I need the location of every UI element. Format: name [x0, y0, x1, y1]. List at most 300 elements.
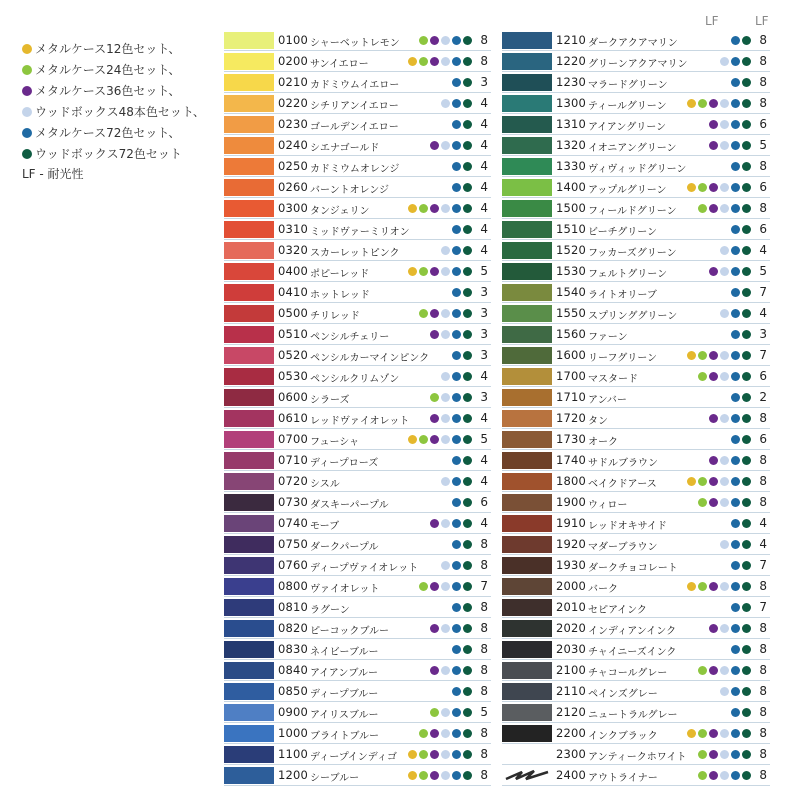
color-row [502, 198, 770, 219]
green-dot-icon [698, 582, 707, 591]
color-row [502, 555, 770, 576]
darkgreen-dot-icon [463, 561, 472, 570]
color-name: リーフグリーン [588, 353, 657, 364]
blue-dot-icon [731, 36, 740, 45]
color-name: フューシャ [310, 437, 360, 448]
set-availability-dots [452, 183, 472, 192]
color-swatch [502, 347, 552, 364]
lightfastness-rating: 4 [480, 453, 488, 467]
purple-dot-icon [430, 36, 439, 45]
darkgreen-dot-icon [463, 183, 472, 192]
color-row [502, 366, 770, 387]
darkgreen-dot-icon [463, 477, 472, 486]
lightblue-dot-icon [720, 57, 729, 66]
color-row [224, 492, 491, 513]
lightblue-dot-icon [720, 582, 729, 591]
darkgreen-dot-icon [22, 149, 32, 159]
darkgreen-dot-icon [742, 330, 751, 339]
color-row [502, 744, 770, 765]
lightfastness-rating: 3 [480, 285, 488, 299]
darkgreen-dot-icon [463, 267, 472, 276]
color-name: グリーンアクアマリン [588, 59, 688, 70]
darkgreen-dot-icon [742, 225, 751, 234]
color-row [502, 660, 770, 681]
color-row [224, 765, 491, 786]
color-code: 0300 [278, 201, 309, 215]
green-dot-icon [698, 351, 707, 360]
color-name: ディープローズ [310, 458, 379, 469]
lightfastness-note: LF - 耐光性 [22, 167, 84, 181]
green-dot-icon [419, 771, 428, 780]
color-swatch [224, 116, 274, 133]
lightfastness-rating: 8 [759, 684, 767, 698]
color-name: サドルブラウン [588, 458, 658, 469]
color-swatch [224, 284, 274, 301]
purple-dot-icon [430, 309, 439, 318]
darkgreen-dot-icon [463, 519, 472, 528]
darkgreen-dot-icon [742, 456, 751, 465]
set-availability-dots [452, 645, 472, 654]
darkgreen-dot-icon [742, 204, 751, 213]
set-availability-dots [698, 771, 751, 780]
color-name: シーブルー [310, 773, 360, 784]
color-row [224, 51, 491, 72]
color-code: 0830 [278, 642, 309, 656]
blue-dot-icon [22, 128, 32, 138]
blue-dot-icon [731, 414, 740, 423]
color-row [502, 597, 770, 618]
color-swatch [224, 431, 274, 448]
color-swatch [502, 683, 552, 700]
set-availability-dots [687, 477, 751, 486]
color-row [224, 219, 491, 240]
purple-dot-icon [430, 750, 439, 759]
color-code: 2000 [556, 579, 587, 593]
purple-dot-icon [430, 771, 439, 780]
darkgreen-dot-icon [463, 393, 472, 402]
lightblue-dot-icon [441, 309, 450, 318]
color-row [502, 387, 770, 408]
color-code: 1530 [556, 264, 587, 278]
color-swatch [502, 662, 552, 679]
darkgreen-dot-icon [463, 729, 472, 738]
color-swatch [224, 137, 274, 154]
color-swatch [502, 200, 552, 217]
set-availability-dots [430, 708, 472, 717]
color-swatch [502, 704, 552, 721]
color-code: 0260 [278, 180, 309, 194]
green-dot-icon [419, 309, 428, 318]
lightfastness-rating: 8 [759, 453, 767, 467]
color-row [224, 408, 491, 429]
lf-column-header-left: LF [705, 14, 719, 28]
legend-item [22, 101, 205, 122]
color-name: マダーブラウン [588, 542, 658, 553]
darkgreen-dot-icon [742, 309, 751, 318]
color-code: 0240 [278, 138, 309, 152]
lightfastness-rating: 4 [480, 96, 488, 110]
purple-dot-icon [709, 582, 718, 591]
purple-dot-icon [709, 414, 718, 423]
darkgreen-dot-icon [742, 666, 751, 675]
color-swatch [502, 95, 552, 112]
color-name: タンジェリン [310, 206, 370, 217]
color-row [224, 639, 491, 660]
color-row [224, 702, 491, 723]
color-row [224, 534, 491, 555]
darkgreen-dot-icon [463, 645, 472, 654]
lightblue-dot-icon [441, 750, 450, 759]
blue-dot-icon [731, 750, 740, 759]
set-availability-dots [452, 120, 472, 129]
color-code: 2110 [556, 684, 587, 698]
green-dot-icon [419, 582, 428, 591]
blue-dot-icon [452, 771, 461, 780]
color-row [224, 261, 491, 282]
color-name: セピアインク [588, 605, 647, 616]
lightfastness-rating: 4 [480, 138, 488, 152]
blue-dot-icon [452, 498, 461, 507]
color-swatch [224, 599, 274, 616]
blue-dot-icon [452, 309, 461, 318]
color-code: 1000 [278, 726, 309, 740]
color-code: 0900 [278, 705, 309, 719]
blue-dot-icon [731, 666, 740, 675]
color-code: 0400 [278, 264, 309, 278]
lightblue-dot-icon [441, 393, 450, 402]
color-name: フィールドグリーン [588, 206, 677, 217]
lightfastness-rating: 5 [480, 705, 488, 719]
lightblue-dot-icon [720, 624, 729, 633]
blue-dot-icon [452, 582, 461, 591]
set-availability-dots [452, 351, 472, 360]
color-swatch [224, 725, 274, 742]
lightfastness-rating: 8 [759, 474, 767, 488]
blue-dot-icon [452, 120, 461, 129]
set-availability-dots [720, 309, 751, 318]
color-swatch [502, 179, 552, 196]
color-name: シラーズ [310, 395, 350, 406]
color-code: 0840 [278, 663, 309, 677]
lightblue-dot-icon [441, 57, 450, 66]
color-code: 0230 [278, 117, 309, 131]
yellow-dot-icon [408, 750, 417, 759]
color-code: 0720 [278, 474, 309, 488]
blue-dot-icon [731, 57, 740, 66]
blue-dot-icon [731, 225, 740, 234]
blue-dot-icon [731, 246, 740, 255]
set-availability-dots [698, 372, 751, 381]
color-code: 1540 [556, 285, 587, 299]
lightfastness-rating: 4 [480, 222, 488, 236]
color-code: 0710 [278, 453, 309, 467]
color-name: インクブラック [588, 731, 658, 742]
purple-dot-icon [709, 666, 718, 675]
color-swatch [502, 368, 552, 385]
color-swatch [224, 221, 274, 238]
blue-dot-icon [731, 204, 740, 213]
color-swatch [502, 74, 552, 91]
color-name: アイリスブルー [310, 710, 379, 721]
color-swatch [502, 536, 552, 553]
purple-dot-icon [709, 183, 718, 192]
blue-dot-icon [731, 393, 740, 402]
lightfastness-rating: 8 [759, 642, 767, 656]
color-code: 1210 [556, 33, 587, 47]
darkgreen-dot-icon [742, 267, 751, 276]
set-availability-dots [441, 561, 472, 570]
blue-dot-icon [452, 414, 461, 423]
set-availability-dots [698, 204, 751, 213]
set-availability-dots [709, 120, 751, 129]
set-availability-dots [709, 267, 751, 276]
color-name: タン [588, 416, 608, 427]
lightblue-dot-icon [441, 435, 450, 444]
color-code: 2020 [556, 621, 587, 635]
darkgreen-dot-icon [742, 750, 751, 759]
color-name: アウトライナー [588, 773, 658, 784]
color-name: マラードグリーン [588, 80, 668, 91]
set-availability-dots [731, 645, 751, 654]
blue-dot-icon [731, 582, 740, 591]
color-code: 0730 [278, 495, 309, 509]
lightfastness-rating: 4 [480, 369, 488, 383]
set-availability-dots [419, 36, 472, 45]
color-list-column-right [502, 30, 770, 786]
color-name: カドミウムイエロー [310, 80, 400, 91]
darkgreen-dot-icon [742, 540, 751, 549]
color-swatch [224, 179, 274, 196]
set-availability-dots [687, 582, 751, 591]
lightblue-dot-icon [441, 246, 450, 255]
color-name: モーブ [310, 521, 340, 532]
color-row [502, 345, 770, 366]
blue-dot-icon [731, 372, 740, 381]
purple-dot-icon [709, 456, 718, 465]
color-row [502, 51, 770, 72]
set-availability-dots [430, 414, 472, 423]
blue-dot-icon [452, 519, 461, 528]
lightblue-dot-icon [22, 107, 32, 117]
color-code: 0210 [278, 75, 309, 89]
color-name: ベイクドアース [588, 479, 657, 490]
color-code: 0610 [278, 411, 309, 425]
blue-dot-icon [731, 267, 740, 276]
darkgreen-dot-icon [463, 771, 472, 780]
blue-dot-icon [731, 498, 740, 507]
set-availability-dots [698, 750, 751, 759]
color-name: ミッドヴァーミリオン [310, 227, 410, 238]
darkgreen-dot-icon [742, 393, 751, 402]
color-swatch [502, 557, 552, 574]
lightfastness-rating: 4 [759, 306, 767, 320]
color-name: ペンシルカーマインピンク [310, 353, 430, 364]
color-name: ウィロー [588, 500, 628, 511]
color-code: 1710 [556, 390, 587, 404]
green-dot-icon [698, 204, 707, 213]
set-availability-dots [731, 288, 751, 297]
legend [22, 38, 205, 185]
legend-item [22, 59, 205, 80]
lightblue-dot-icon [441, 330, 450, 339]
color-row [224, 198, 491, 219]
lightblue-dot-icon [441, 414, 450, 423]
color-row [224, 597, 491, 618]
purple-dot-icon [430, 729, 439, 738]
lightfastness-rating: 3 [480, 348, 488, 362]
color-swatch [502, 725, 552, 742]
darkgreen-dot-icon [463, 78, 472, 87]
color-code: 1510 [556, 222, 587, 236]
color-code: 1730 [556, 432, 587, 446]
color-code: 0410 [278, 285, 309, 299]
set-availability-dots [731, 225, 751, 234]
color-row [224, 555, 491, 576]
darkgreen-dot-icon [742, 288, 751, 297]
blue-dot-icon [731, 561, 740, 570]
lightfastness-rating: 8 [759, 33, 767, 47]
purple-dot-icon [709, 120, 718, 129]
color-row [502, 114, 770, 135]
set-availability-dots [419, 309, 472, 318]
green-dot-icon [430, 708, 439, 717]
lightfastness-rating: 6 [759, 369, 767, 383]
darkgreen-dot-icon [742, 729, 751, 738]
darkgreen-dot-icon [742, 141, 751, 150]
color-name: ファーン [588, 332, 628, 343]
green-dot-icon [419, 36, 428, 45]
darkgreen-dot-icon [463, 141, 472, 150]
lightblue-dot-icon [720, 372, 729, 381]
darkgreen-dot-icon [463, 330, 472, 339]
blue-dot-icon [452, 561, 461, 570]
purple-dot-icon [430, 582, 439, 591]
lightfastness-rating: 6 [759, 222, 767, 236]
color-name: チリレッド [310, 311, 360, 322]
legend-item [22, 38, 205, 59]
set-availability-dots [430, 330, 472, 339]
color-code: 1900 [556, 495, 587, 509]
lightblue-dot-icon [441, 666, 450, 675]
lightfastness-rating: 4 [480, 180, 488, 194]
color-row [502, 618, 770, 639]
green-dot-icon [430, 393, 439, 402]
darkgreen-dot-icon [463, 246, 472, 255]
color-name: ライトオリーブ [588, 290, 657, 301]
lightfastness-rating: 8 [759, 663, 767, 677]
blue-dot-icon [731, 309, 740, 318]
legend-item [22, 143, 205, 164]
color-name: ディープインディゴ [310, 752, 397, 763]
darkgreen-dot-icon [463, 687, 472, 696]
legend-label: メタルケース24色セット、 [35, 63, 181, 77]
color-name: フッカーズグリーン [588, 248, 677, 259]
green-dot-icon [419, 750, 428, 759]
green-dot-icon [419, 204, 428, 213]
blue-dot-icon [452, 456, 461, 465]
blue-dot-icon [731, 288, 740, 297]
color-row [224, 93, 491, 114]
color-swatch [224, 473, 274, 490]
color-name: アイアンブルー [310, 668, 378, 679]
lightfastness-rating: 8 [759, 495, 767, 509]
color-swatch [502, 137, 552, 154]
darkgreen-dot-icon [742, 435, 751, 444]
blue-dot-icon [731, 645, 740, 654]
yellow-dot-icon [408, 57, 417, 66]
yellow-dot-icon [687, 477, 696, 486]
color-swatch [502, 620, 552, 637]
lightblue-dot-icon [720, 246, 729, 255]
color-swatch [224, 368, 274, 385]
color-row [502, 513, 770, 534]
blue-dot-icon [452, 225, 461, 234]
color-code: 0310 [278, 222, 309, 236]
color-row [502, 723, 770, 744]
blue-dot-icon [731, 771, 740, 780]
blue-dot-icon [452, 162, 461, 171]
yellow-dot-icon [687, 99, 696, 108]
darkgreen-dot-icon [742, 414, 751, 423]
green-dot-icon [698, 666, 707, 675]
darkgreen-dot-icon [463, 624, 472, 633]
purple-dot-icon [709, 477, 718, 486]
lightblue-dot-icon [720, 414, 729, 423]
lightfastness-rating: 8 [759, 411, 767, 425]
lightblue-dot-icon [441, 36, 450, 45]
lightfastness-rating: 4 [480, 243, 488, 257]
set-availability-dots [441, 372, 472, 381]
set-availability-dots [698, 498, 751, 507]
set-availability-dots [441, 99, 472, 108]
lightfastness-rating: 4 [480, 159, 488, 173]
lightblue-dot-icon [441, 624, 450, 633]
set-availability-dots [452, 78, 472, 87]
set-availability-dots [408, 57, 472, 66]
color-swatch [224, 95, 274, 112]
darkgreen-dot-icon [742, 246, 751, 255]
color-code: 1740 [556, 453, 587, 467]
set-availability-dots [452, 603, 472, 612]
set-availability-dots [441, 246, 472, 255]
color-name: バーントオレンジ [310, 185, 389, 196]
color-swatch [502, 473, 552, 490]
color-code: 0510 [278, 327, 309, 341]
set-availability-dots [452, 456, 472, 465]
lightblue-dot-icon [441, 582, 450, 591]
color-swatch [224, 578, 274, 595]
color-swatch [224, 641, 274, 658]
color-code: 1310 [556, 117, 587, 131]
set-availability-dots [452, 225, 472, 234]
color-name: シエナゴールド [310, 143, 380, 154]
color-row [224, 471, 491, 492]
lightfastness-rating: 7 [759, 348, 767, 362]
color-swatch [502, 767, 552, 784]
color-row [224, 429, 491, 450]
color-swatch [502, 116, 552, 133]
purple-dot-icon [709, 498, 718, 507]
color-row [502, 324, 770, 345]
color-name: レッドヴァイオレット [310, 416, 410, 427]
color-name: スカーレットピンク [310, 248, 400, 259]
set-availability-dots [687, 729, 751, 738]
blue-dot-icon [731, 183, 740, 192]
blue-dot-icon [731, 687, 740, 696]
green-dot-icon [419, 729, 428, 738]
lightfastness-rating: 8 [759, 726, 767, 740]
color-code: 2030 [556, 642, 587, 656]
